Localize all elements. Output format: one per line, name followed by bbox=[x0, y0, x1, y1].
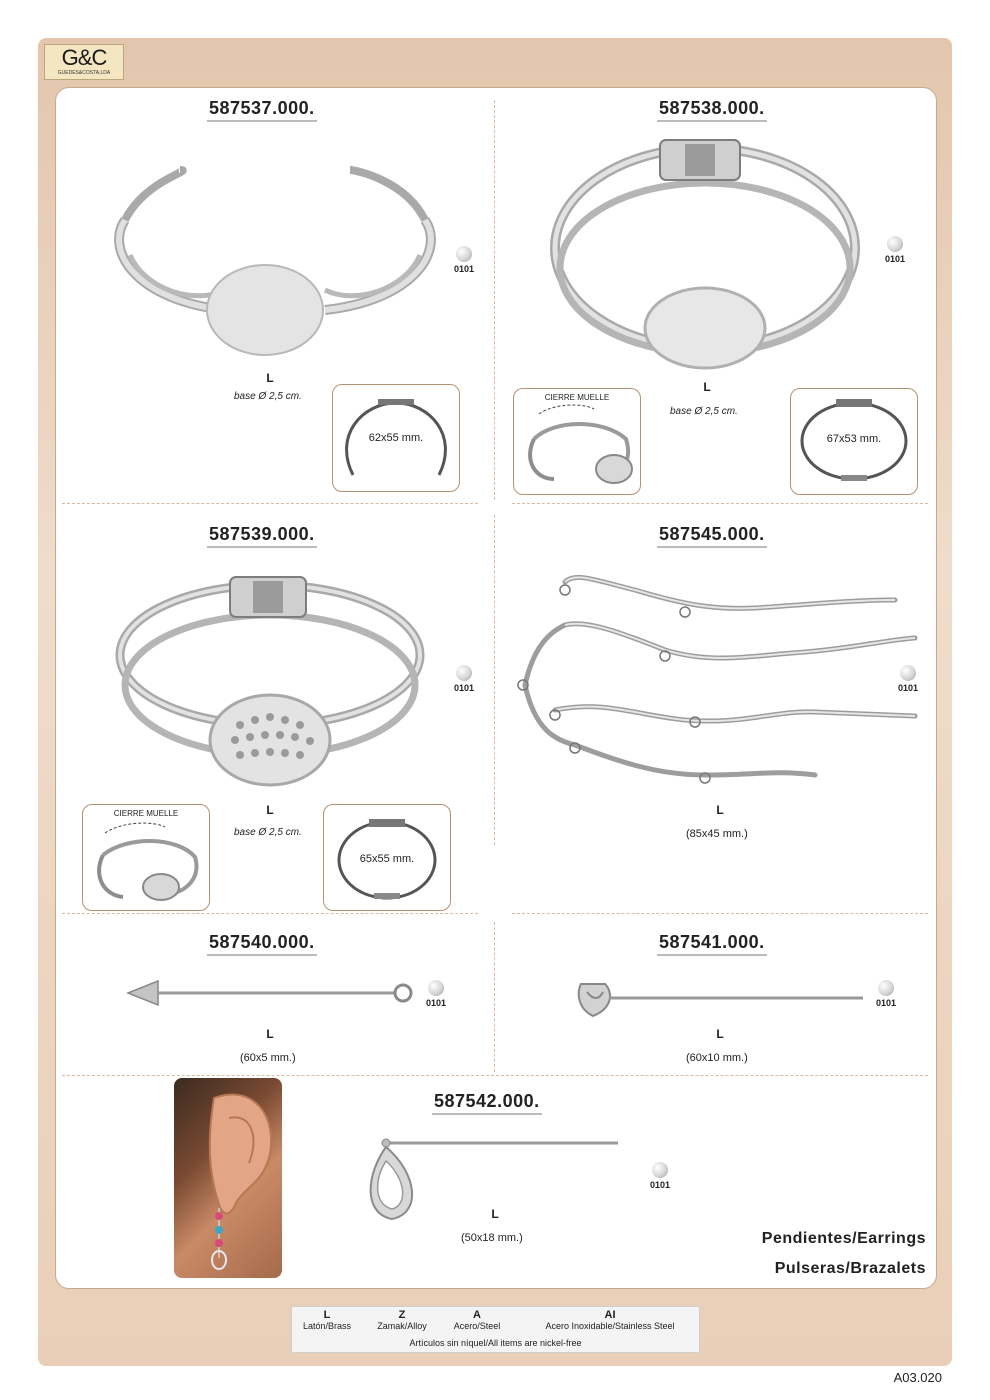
dimensions: (50x18 mm.) bbox=[461, 1232, 523, 1244]
finish-dot bbox=[428, 980, 444, 996]
product-code: 587542.000. bbox=[432, 1090, 542, 1115]
base-note: base Ø 2,5 cm. bbox=[234, 827, 302, 838]
finish-dot bbox=[652, 1162, 668, 1178]
material-code: L bbox=[266, 371, 274, 385]
sieve-bracelet-image bbox=[110, 575, 430, 775]
finish-dot bbox=[456, 246, 472, 262]
nickel-free-note: Artículos sin níquel/All items are nickel-free bbox=[409, 1338, 582, 1348]
finish-swatch: 0101 bbox=[448, 246, 480, 274]
size-inset: 62x55 mm. bbox=[332, 384, 460, 492]
dimensions: (60x5 mm.) bbox=[240, 1052, 296, 1064]
finish-swatch: 0101 bbox=[870, 980, 902, 1008]
product-code: 587545.000. bbox=[657, 523, 767, 548]
ear-illustration bbox=[174, 1078, 282, 1278]
cuff-bracelet-image bbox=[105, 160, 445, 360]
category-label: Pendientes/Earrings bbox=[761, 1230, 926, 1247]
material-code: L bbox=[266, 803, 274, 817]
base-note: base Ø 2,5 cm. bbox=[670, 406, 738, 417]
dimensions: (60x10 mm.) bbox=[686, 1052, 748, 1064]
finish-swatch: 0101 bbox=[448, 665, 480, 693]
product-code: 587537.000. bbox=[207, 97, 317, 122]
clasp-label: CIERRE MUELLE bbox=[544, 393, 610, 402]
finish-dot bbox=[900, 665, 916, 681]
hinged-bracelet-image bbox=[545, 138, 865, 368]
material-legend bbox=[291, 1306, 700, 1353]
legend-item: Z Zamak/Alloy bbox=[377, 1309, 427, 1331]
column-divider bbox=[494, 922, 495, 1072]
material-code: L bbox=[266, 1027, 274, 1041]
open-bracelet-view bbox=[83, 805, 209, 910]
finish-dot bbox=[878, 980, 894, 996]
material-code: L bbox=[491, 1207, 499, 1221]
clasp-inset bbox=[513, 388, 641, 495]
hair-pin-image bbox=[515, 570, 925, 800]
category-label: Pulseras/Brazalets bbox=[774, 1260, 926, 1277]
finish-swatch: 0101 bbox=[892, 665, 924, 693]
finish-dot bbox=[887, 236, 903, 252]
head-pin-image bbox=[575, 978, 865, 1018]
earring-model-photo bbox=[174, 1078, 282, 1278]
brand-logo: G&C GUEDES&COSTA,LDA bbox=[44, 44, 124, 80]
base-note: base Ø 2,5 cm. bbox=[234, 391, 302, 402]
eye-pin-image bbox=[128, 978, 418, 1008]
row-divider bbox=[512, 913, 928, 914]
row-divider bbox=[512, 503, 928, 504]
size-inset: 65x55 mm. bbox=[323, 804, 451, 911]
row-divider bbox=[62, 503, 478, 504]
row-divider bbox=[62, 1075, 928, 1076]
column-divider bbox=[494, 100, 495, 500]
finish-swatch: 0101 bbox=[879, 236, 911, 264]
material-code: L bbox=[716, 803, 724, 817]
material-code: L bbox=[716, 1027, 724, 1041]
dimensions: (85x45 mm.) bbox=[686, 828, 748, 840]
product-code: 587540.000. bbox=[207, 931, 317, 956]
row-divider bbox=[62, 913, 478, 914]
legend-item: A Acero/Steel bbox=[453, 1309, 501, 1331]
size-inset: 67x53 mm. bbox=[790, 388, 918, 495]
finish-swatch: 0101 bbox=[644, 1162, 676, 1190]
finish-dot bbox=[456, 665, 472, 681]
product-code: 587538.000. bbox=[657, 97, 767, 122]
clasp-inset bbox=[82, 804, 210, 911]
legend-item: L Latón/Brass bbox=[302, 1309, 352, 1331]
open-bracelet-view bbox=[514, 389, 640, 494]
material-code: L bbox=[703, 380, 711, 394]
page-code: A03.020 bbox=[893, 1370, 942, 1385]
legend-item: AI Acero Inoxidable/Stainless Steel bbox=[545, 1309, 675, 1331]
product-code: 587541.000. bbox=[657, 931, 767, 956]
clasp-label: CIERRE MUELLE bbox=[113, 809, 179, 818]
column-divider bbox=[494, 515, 495, 845]
finish-swatch: 0101 bbox=[420, 980, 452, 1008]
product-code: 587539.000. bbox=[207, 523, 317, 548]
